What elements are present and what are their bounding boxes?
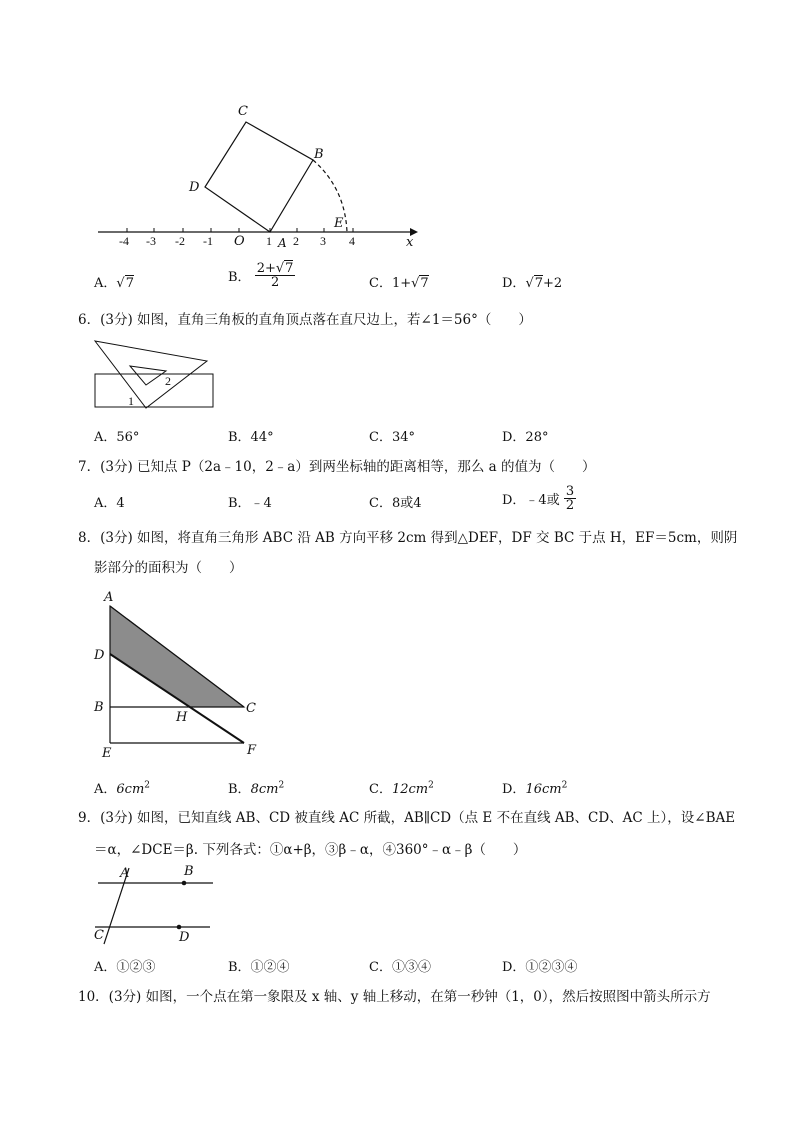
radicand: 7 [125,276,134,291]
option-value: 6cm [116,782,145,797]
q5-option-a[interactable]: A．√7 [94,276,134,291]
q5-label-C: C [238,104,248,119]
q8-text-line1: 8．(3分) 如图，将直角三角形 ABC 沿 AB 方向平移 2cm 得到△DEF，DF 交 BC 于点 H，EF＝5cm，则阴 [78,530,738,546]
q5-option-c[interactable]: C．1+√7 [369,276,429,291]
q6-option-a[interactable]: A．56° [94,430,140,445]
q8-label-F: F [247,743,257,758]
q5-label-D: D [189,180,200,195]
q5-label-x: x [406,235,414,250]
option-text: +2 [543,276,563,291]
tick-label-3: 3 [320,234,326,248]
fraction: $\frac{2+√7}{2}$ [256,261,294,290]
option-value: 8cm [250,782,279,797]
q5-label-A: A [278,236,287,250]
q8-label-A: A [104,590,114,605]
q8-label-C: C [246,701,256,716]
q6-angle-1: 1 [128,394,134,408]
denominator: 2 [565,498,575,513]
q9-option-a[interactable]: A．①②③ [94,960,156,975]
q7-option-b[interactable]: B．﹣4 [228,496,272,511]
tick-label-4: 4 [349,234,355,248]
option-prefix: B． [228,782,251,797]
option-prefix: C． [369,782,392,797]
option-sup: 2 [561,780,568,791]
option-text: 1+ [391,276,412,291]
tick-label-m2: -2 [175,234,185,248]
q8-label-D: D [94,648,105,663]
q9-label-A: A [120,866,130,881]
q6-angle-2: 2 [165,374,171,388]
q9-option-c[interactable]: C．①③④ [369,960,431,975]
q9-text-line1: 9．(3分) 如图，已知直线 AB、CD 被直线 AC 所截，AB∥CD（点 E 不在直线 AB、CD、AC 上），设∠BAE [78,810,736,826]
q9-label-B: B [184,864,194,879]
option-sup: 2 [144,780,151,791]
point-b [182,881,187,886]
tick-label-2: 2 [293,234,299,248]
option-prefix: A． [94,782,117,797]
q6-option-b[interactable]: B．44° [228,430,274,445]
q7-option-c[interactable]: C．8或4 [369,496,422,511]
denominator: 2 [270,275,280,290]
numerator: 3 [565,484,575,499]
q8-label-H: H [176,710,188,725]
q8-label-E: E [102,746,112,761]
q9-option-d[interactable]: D．①②③④ [502,960,578,975]
option-value: 12cm [391,782,429,797]
option-prefix: D．﹣4或 [502,493,560,508]
q6-text: 6．(3分) 如图，直角三角板的直角顶点落在直尺边上，若∠1＝56°（ ） [78,312,532,328]
q5-label-O: O [234,234,245,249]
point-d [177,925,182,930]
q8-text-line2: 影部分的面积为（ ） [94,560,243,576]
option-prefix: B． [228,270,251,285]
numerator: 2+ [256,261,276,276]
option-prefix: D． [502,782,526,797]
radicand: 7 [285,261,294,276]
option-prefix: C． [369,276,392,291]
radicand: 7 [420,276,429,291]
q7-option-a[interactable]: A．4 [94,496,125,511]
option-sup: 2 [278,780,285,791]
q10-text: 10．(3分) 如图，一个点在第一象限及 x 轴、y 轴上移动，在第一秒钟（1，0），然后按照图中箭头所示方 [78,989,711,1005]
option-prefix: D． [502,276,526,291]
option-sup: 2 [428,780,434,791]
tick-label-1: 1 [266,234,272,248]
q9-label-D: D [179,930,190,945]
option-prefix: A． [94,276,117,291]
q9-option-b[interactable]: B．①②④ [228,960,290,975]
tick-label-m1: -1 [203,234,213,248]
q6-option-c[interactable]: C．34° [369,430,415,445]
q5-label-E: E [334,216,344,231]
q5-option-d[interactable]: D．√7+2 [502,276,563,291]
q9-label-C: C [94,928,104,943]
q6-option-d[interactable]: D．28° [502,430,549,445]
q9-text-line2: ＝α，∠DCE＝β. 下列各式：①α+β，③β﹣α，④360°﹣α﹣β（ ） [94,842,527,858]
q5-label-B: B [314,147,324,162]
tick-label-m3: -3 [146,234,156,248]
q8-label-B: B [94,700,104,715]
option-value: 16cm [525,782,562,797]
q7-text: 7．(3分) 已知点 P（2a﹣10，2﹣a）到两坐标轴的距离相等，那么 a 的值为（ ） [78,459,596,475]
tick-label-m4: -4 [119,234,129,248]
radicand: 7 [534,276,544,291]
